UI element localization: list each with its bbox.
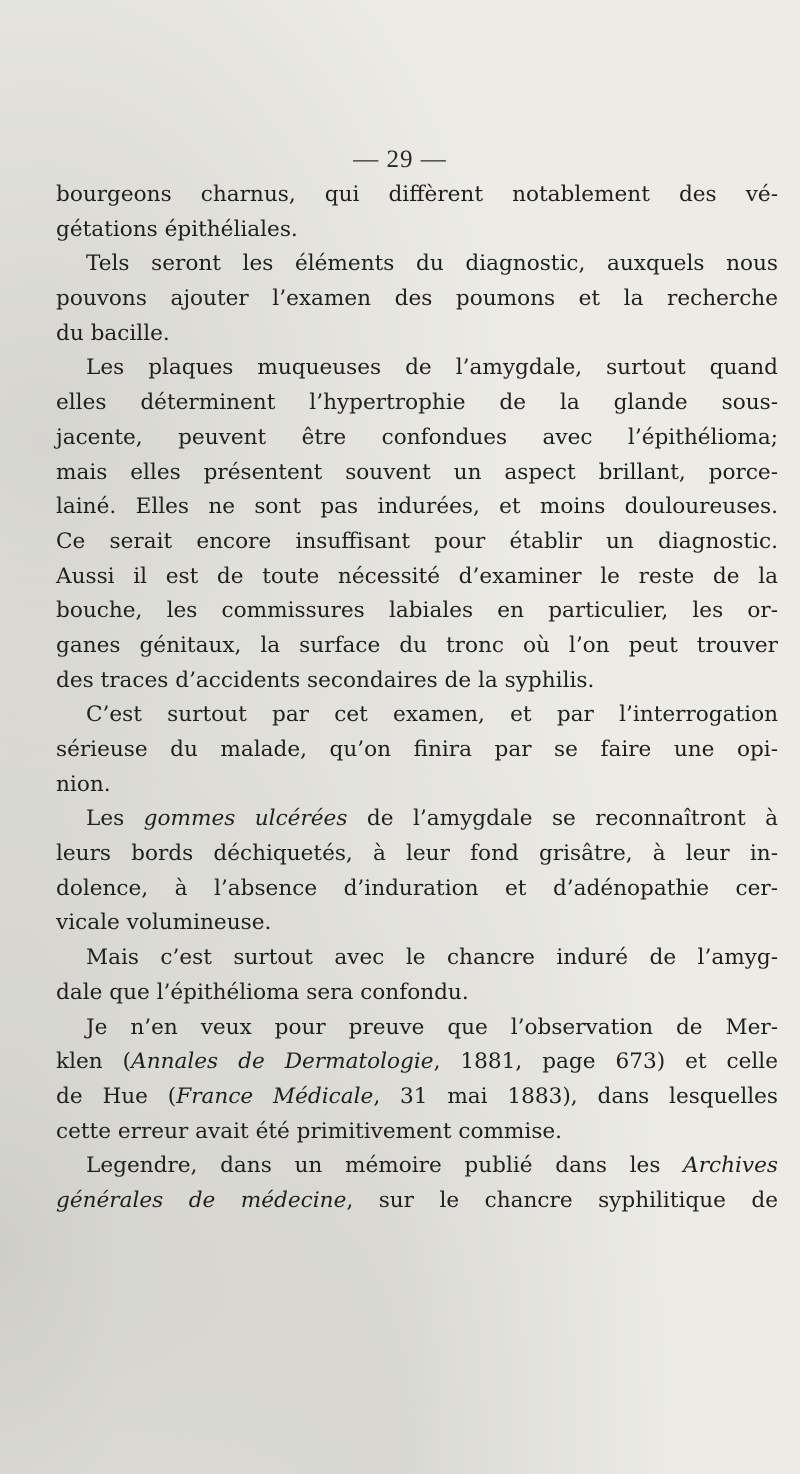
text-line: nion.: [56, 771, 111, 797]
text-line: gétations épithéliales.: [56, 216, 298, 242]
text-line: [56, 1080, 778, 1115]
text-line: pouvons ajouter l’examen des poumons et la recherche: [56, 286, 778, 312]
text-line: bourgeons charnus, qui diffèrent notablement des vé-: [56, 182, 778, 207]
text-run: , 31 mai 1883), dans lesquelles: [373, 1083, 778, 1109]
text-line: Mais c’est surtout avec le chancre induré de l’amyg-: [86, 945, 778, 971]
text-line: lainé. Elles ne sont pas indurées, et moins douloureuses.: [56, 494, 778, 520]
text-line: dolence, à l’absence d’induration et d’adénopathie cer-: [56, 875, 778, 901]
text-line: Les plaques muqueuses de l’amygdale, surtout quand: [86, 355, 778, 381]
text-line: leurs bords déchiquetés, à leur fond grisâtre, à leur in-: [56, 841, 778, 867]
text-line: jacente, peuvent être confondues avec l’épithélioma;: [56, 424, 778, 450]
text-run: de l’amygdale se reconnaîtront à: [347, 806, 778, 832]
text-line: bouche, les commissures labiales en particulier, les or-: [56, 598, 778, 624]
text-run: , sur le chancre syphilitique de: [346, 1187, 778, 1213]
text-run: Les: [86, 806, 144, 832]
text-line: dale que l’épithélioma sera confondu.: [56, 979, 469, 1005]
text-line: du bacille.: [56, 320, 170, 346]
text-line: C’est surtout par cet examen, et par l’interrogation: [86, 702, 778, 728]
text-run: Legendre, dans un mémoire publié dans les: [86, 1153, 684, 1179]
text-line: cette erreur avait été primitivement commise.: [56, 1118, 563, 1144]
text-line: Je n’en veux pour preuve que l’observation de Mer-: [86, 1014, 778, 1040]
page-number: — 29 —: [353, 146, 447, 173]
italic-citation: Annales de Dermatologie: [131, 1049, 434, 1075]
text-line: sérieuse du malade, qu’on finira par se faire une opi-: [56, 737, 778, 762]
text-run: , 1881, page 673) et celle: [433, 1049, 778, 1075]
text-line: [56, 1184, 778, 1219]
text-line: vicale volumineuse.: [56, 910, 272, 936]
text-line: [56, 802, 778, 837]
text-line: ganes génitaux, la surface du tronc où l’on peut trouver: [56, 632, 778, 658]
body-text: [56, 178, 778, 1219]
italic-citation: générales de médecine: [56, 1187, 347, 1213]
text-line: Aussi il est de toute nécessité d’examiner le reste de la: [56, 563, 778, 589]
text-line: [56, 1045, 778, 1080]
text-line: Tels seront les éléments du diagnostic, auxquels nous: [86, 251, 778, 277]
text-line: Ce serait encore insuffisant pour établir un diagnostic.: [56, 528, 778, 554]
italic-citation: Archives: [683, 1153, 778, 1179]
italic-citation: France Médicale: [176, 1083, 374, 1109]
text-line: elles déterminent l’hypertrophie de la glande sous-: [56, 390, 778, 416]
text-run: klen (: [56, 1049, 132, 1075]
text-line: des traces d’accidents secondaires de la syphilis.: [56, 667, 595, 693]
italic-term: gommes ulcérées: [143, 806, 348, 832]
text-line: mais elles présentent souvent un aspect brillant, porce-: [56, 459, 778, 485]
text-run: de Hue (: [56, 1083, 177, 1109]
text-line: [56, 1149, 778, 1184]
